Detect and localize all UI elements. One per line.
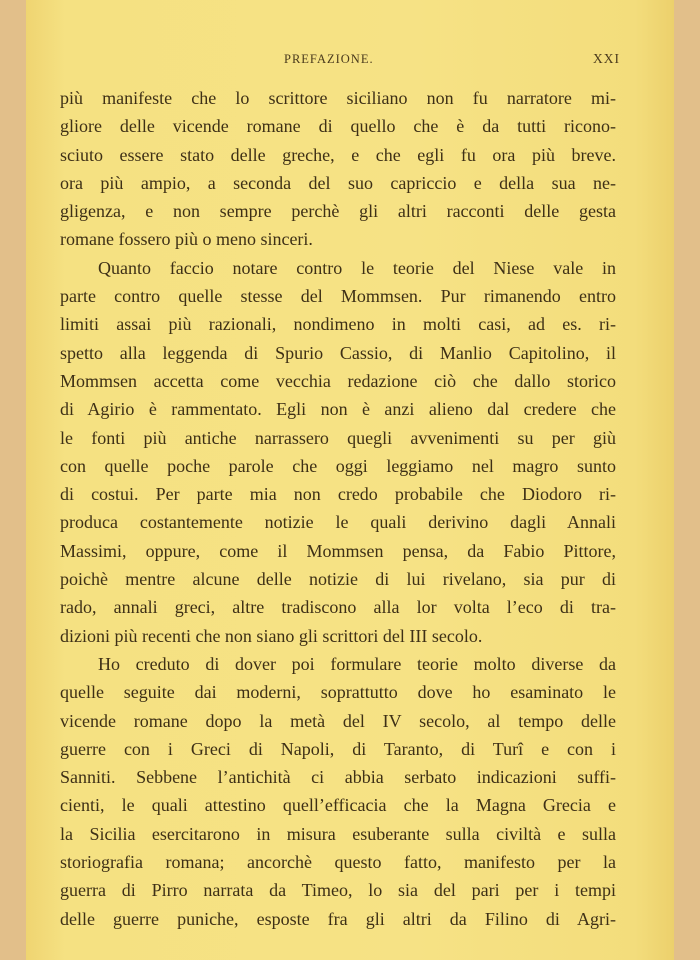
text-line: Sanniti. Sebbene l’antichità ci abbia serbato indicazioni suffi- — [60, 767, 616, 788]
text-line: la Sicilia esercitarono in misura esuberante sulla civiltà e sulla — [60, 823, 616, 844]
text-line: vicende romane dopo la metà del IV secolo, al tempo delle — [60, 710, 616, 731]
text-line: parte contro quelle stesse del Mommsen. Pur rimanendo entro — [60, 286, 616, 307]
text-line: Quanto faccio notare contro le teorie del Niese vale in — [98, 257, 616, 278]
text-line: più manifeste che lo scrittore siciliano non fu narratore mi- — [60, 88, 616, 108]
body-text — [60, 84, 616, 933]
text-line: di Agirio è rammentato. Egli non è anzi alieno dal credere che — [60, 399, 616, 420]
text-line: storiografia romana; ancorchè questo fatto, manifesto per la — [60, 852, 616, 873]
text-line: di costui. Per parte mia non credo probabile che Diodoro ri- — [60, 484, 616, 505]
text-line: guerra di Pirro narrata da Timeo, lo sia del pari per i tempi — [60, 880, 616, 901]
text-line: romane fossero più o meno sinceri. — [60, 229, 313, 250]
text-line: quelle seguite dai moderni, soprattutto dove ho esaminato le — [60, 682, 616, 703]
page-number: XXI — [593, 51, 620, 66]
text-line: sciuto essere stato delle greche, e che egli fu ora più breve. — [60, 144, 616, 165]
paragraph-3 — [60, 650, 616, 933]
text-line: dizioni più recenti che non siano gli scrittori del III secolo. — [60, 625, 483, 646]
text-line: le fonti più antiche narrassero quegli avvenimenti su per giù — [60, 427, 616, 448]
text-line: spetto alla leggenda di Spurio Cassio, di Manlio Capitolino, il — [60, 342, 616, 363]
book-page — [26, 0, 674, 960]
paragraph-2 — [60, 254, 616, 650]
text-line: limiti assai più razionali, nondimeno in molti casi, ad es. ri- — [60, 314, 616, 335]
text-line: guerre con i Greci di Napoli, di Taranto, di Turî e con i — [60, 738, 616, 759]
text-line: cienti, le quali attestino quell’efficacia che la Magna Grecia e — [60, 795, 616, 816]
text-line: con quelle poche parole che oggi leggiamo nel magro sunto — [60, 455, 616, 476]
text-line: Mommsen accetta come vecchia redazione ciò che dallo storico — [60, 370, 616, 391]
text-line: delle guerre puniche, esposte fra gli altri da Filino di Agri- — [60, 908, 616, 929]
text-line: rado, annali greci, altre tradiscono alla lor volta l’eco di tra- — [60, 597, 616, 618]
text-line: poichè mentre alcune delle notizie di lui rivelano, sia pur di — [60, 569, 616, 590]
text-line: Massimi, oppure, come il Mommsen pensa, da Fabio Pittore, — [60, 540, 616, 561]
text-line: produca costantemente notizie le quali derivino dagli Annali — [60, 512, 616, 533]
text-line: gligenza, e non sempre perchè gli altri racconti delle gesta — [60, 201, 616, 222]
text-line: gliore delle vicende romane di quello che è da tutti ricono- — [60, 116, 616, 137]
page-header — [26, 52, 674, 72]
text-line: Ho creduto di dover poi formulare teorie molto diverse da — [98, 653, 616, 674]
text-line: ora più ampio, a seconda del suo capriccio e della sua ne- — [60, 172, 616, 193]
running-head: PREFAZIONE. — [284, 52, 374, 66]
paragraph-1 — [60, 84, 616, 254]
